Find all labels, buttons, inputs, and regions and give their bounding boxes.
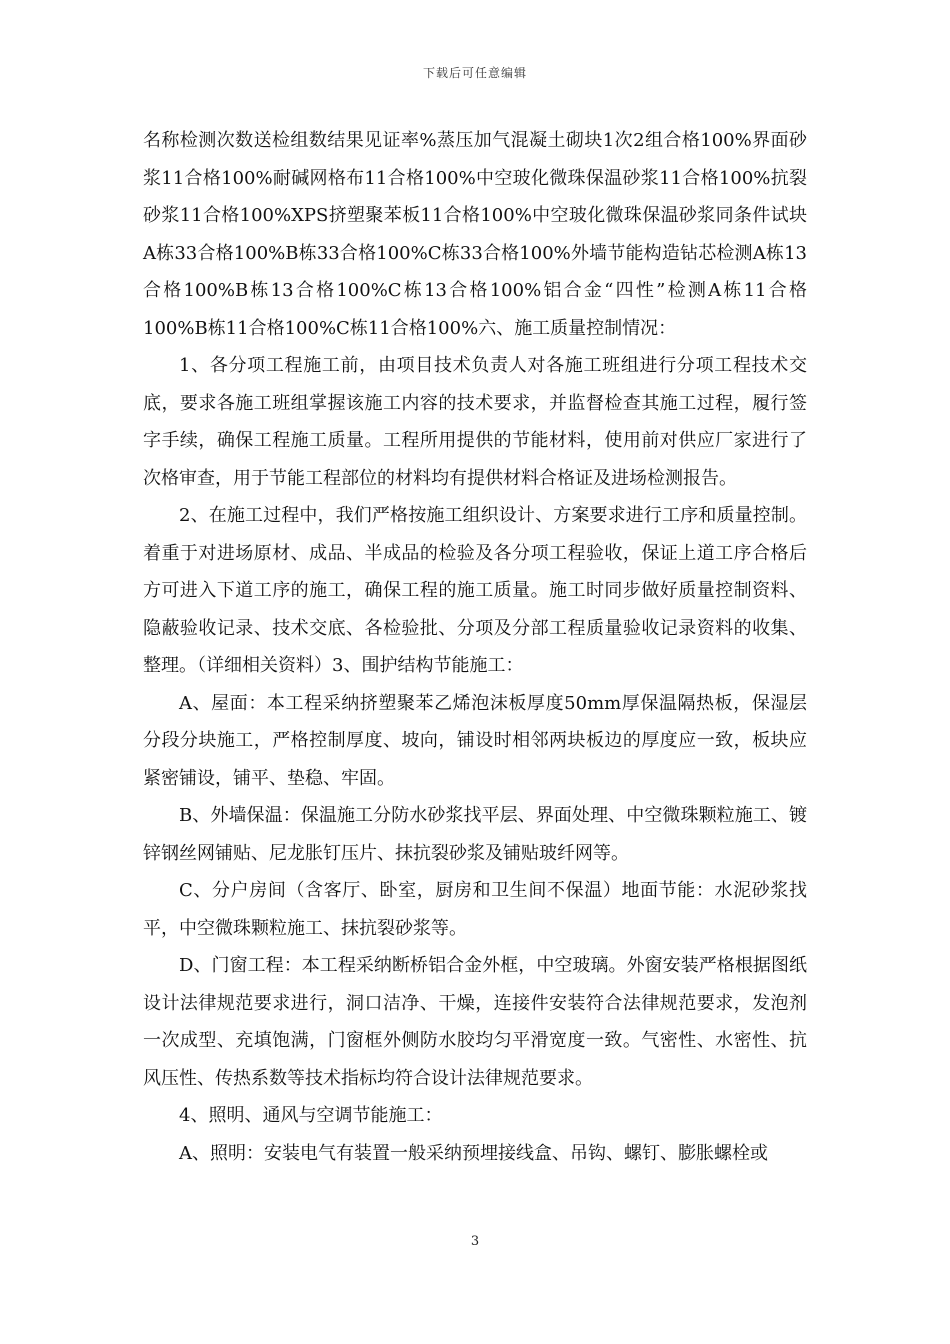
paragraph-item-4: 4、照明、通风与空调节能施工： — [179, 1105, 443, 1126]
paragraph-exterior-wall: B、外墙保温：保温施工分防水砂浆找平层、界面处理、中空微珠颗粒施工、镀锌钢丝网铺贴、尼龙胀钉压片、抹抗裂砂浆及铺贴玻纤网等。 — [143, 805, 807, 864]
paragraph-item-2: 2、在施工过程中，我们严格按施工组织设计、方案要求进行工序和质量控制。着重于对进场原材、成品、半成品的检验及各分项工程验收，保证上道工序合格后方可进入下道工序的施工，确保工程的施工质量。施工时同步做好质量控制资料、隐蔽验收记录、技术交底、各检验批、分项及分部工程质量验收记录资料的收集、整理。（详细相关资料）3、围护结构节能施工： — [143, 505, 807, 676]
page-header: 下载后可任意编辑 — [422, 66, 527, 80]
paragraph-item-1: 1、各分项工程施工前，由项目技术负责人对各施工班组进行分项工程技术交底，要求各施工班组掌握该施工内容的技术要求，并监督检查其施工过程，履行签字手续，确保工程施工质量。工程所用提供的节能材料，使用前对供应厂家进行了次格审查，用于节能工程部位的材料均有提供材料合格证及进场检测报告。 — [143, 355, 807, 489]
document-body — [143, 122, 807, 1172]
paragraph-doors-windows: D、门窗工程：本工程采纳断桥铝合金外框，中空玻璃。外窗安装严格根据图纸设计法律规范要求进行，洞口洁净、干燥，连接件安装符合法律规范要求，发泡剂一次成型、充填饱满，门窗框外侧防水胶均匀平滑宽度一致。气密性、水密性、抗风压性、传热系数等技术指标均符合设计法律规范要求。 — [143, 955, 807, 1089]
paragraph-roof: A、屋面：本工程采纳挤塑聚苯乙烯泡沫板厚度50mm厚保温隔热板，保湿层分段分块施工，严格控制厚度、坡向，铺设时相邻两块板边的厚度应一致，板块应紧密铺设，铺平、垫稳、牢固。 — [143, 692, 807, 789]
paragraph-lighting: A、照明：安装电气有装置一般采纳预埋接线盒、吊钩、螺钉、膨胀螺栓或 — [179, 1142, 768, 1164]
paragraph-floor: C、分户房间（含客厅、卧室，厨房和卫生间不保温）地面节能：水泥砂浆找平，中空微珠颗粒施工、抹抗裂砂浆等。 — [143, 880, 807, 939]
paragraph-test-results: 名称检测次数送检组数结果见证率%蒸压加气混凝土砌块1次2组合格100%界面砂浆11合格100%耐碱网格布11合格100%中空玻化微珠保温砂浆11合格100%抗裂砂浆11合格100%XPS挤塑聚苯板11合格100%中空玻化微珠保温砂浆同条件试块A栋33合格100%B栋33合格100%C栋33合格100%外墙节能构造钻芯检测A栋13合格100%B栋13合格100%C栋13合格100%铝合金“四性”检测A栋11合格100%B栋11合格100%C栋11合格100%六、施工质量控制情况： — [143, 130, 807, 339]
page-number: 3 — [470, 1234, 480, 1249]
